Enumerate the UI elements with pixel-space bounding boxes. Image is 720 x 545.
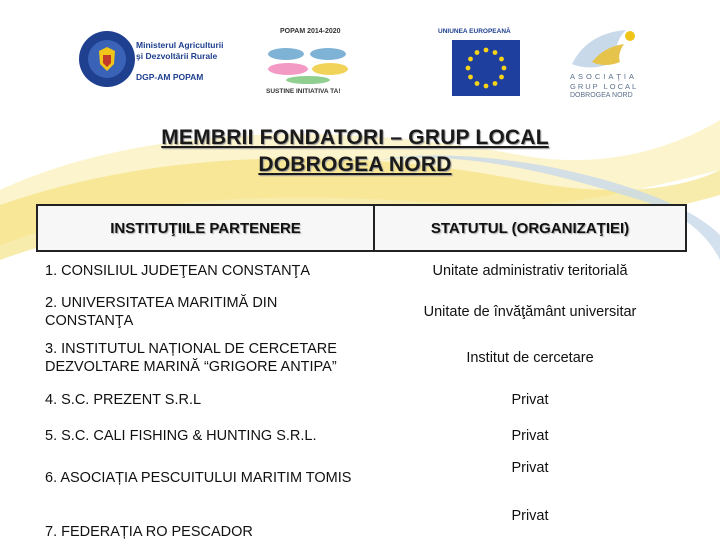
popam-title: POPAM 2014-2020 [280,28,341,35]
institution-cell: 6. ASOCIAȚIA PESCUITULUI MARITIM TOMIS [45,470,352,486]
ministry-logo [78,28,228,98]
table-row [37,503,686,545]
status-cell: Privat [511,392,549,408]
romania-government-seal-icon [78,28,136,90]
ministry-unit: DGP-AM POPAM [136,72,204,82]
logo-strip [0,0,720,118]
table-row [37,453,686,503]
status-cell: Privat [511,428,549,444]
title-line2: DOBROGEA NORD [258,153,452,176]
ministry-name-line1: Ministerul Agriculturii [136,40,224,50]
institution-cell: 4. S.C. PREZENT S.R.L [45,392,202,408]
table-row [37,251,686,289]
table-row [37,381,686,419]
table-row [37,419,686,453]
table-row [37,335,686,381]
eu-logo [438,28,524,102]
status-cell: Unitate administrativ teritorială [432,262,628,279]
members-table [36,204,687,545]
association-line1: ASOCIAŢIA [570,72,638,81]
status-cell: Privat [511,508,549,524]
association-fish-icon [570,24,642,72]
status-cell: Institut de cercetare [466,350,594,366]
eu-flag-icon [452,40,520,96]
institution-cell: 3. INSTITUTUL NAȚIONAL DE CERCETARE DEZVOLTARE MARINĂ “GRIGORE ANTIPA” [45,341,337,375]
table-row [37,289,686,335]
header-status: STATUTUL (ORGANIZAŢIEI) [374,205,686,251]
association-line2: GRUP LOCAL [570,82,639,91]
status-cell: Unitate de învăţământ universitar [423,304,637,320]
eu-title: UNIUNEA EUROPEANĂ [438,28,511,35]
popam-slogan: SUSTINE INITIATIVA TA! [266,88,341,95]
institution-cell: 2. UNIVERSITATEA MARITIMĂ DIN CONSTANŢA [45,295,278,329]
page-title [60,124,650,178]
status-cell: Privat [511,460,549,476]
association-line3: DOBROGEA NORD [570,92,633,99]
institution-cell: 1. CONSILIUL JUDEŢEAN CONSTANŢA [45,262,311,279]
fish-icon [258,40,358,86]
table-header-row [37,205,686,251]
popam-logo [258,28,358,100]
ministry-name-line2: şi Dezvoltării Rurale [136,51,218,61]
institution-cell: 7. FEDERAȚIA RO PESCADOR [45,524,253,540]
title-line1: MEMBRII FONDATORI – GRUP LOCAL [161,126,549,149]
association-logo [564,24,674,108]
institution-cell: 5. S.C. CALI FISHING & HUNTING S.R.L. [45,428,317,444]
header-institutions: INSTITUŢIILE PARTENERE [37,205,374,251]
